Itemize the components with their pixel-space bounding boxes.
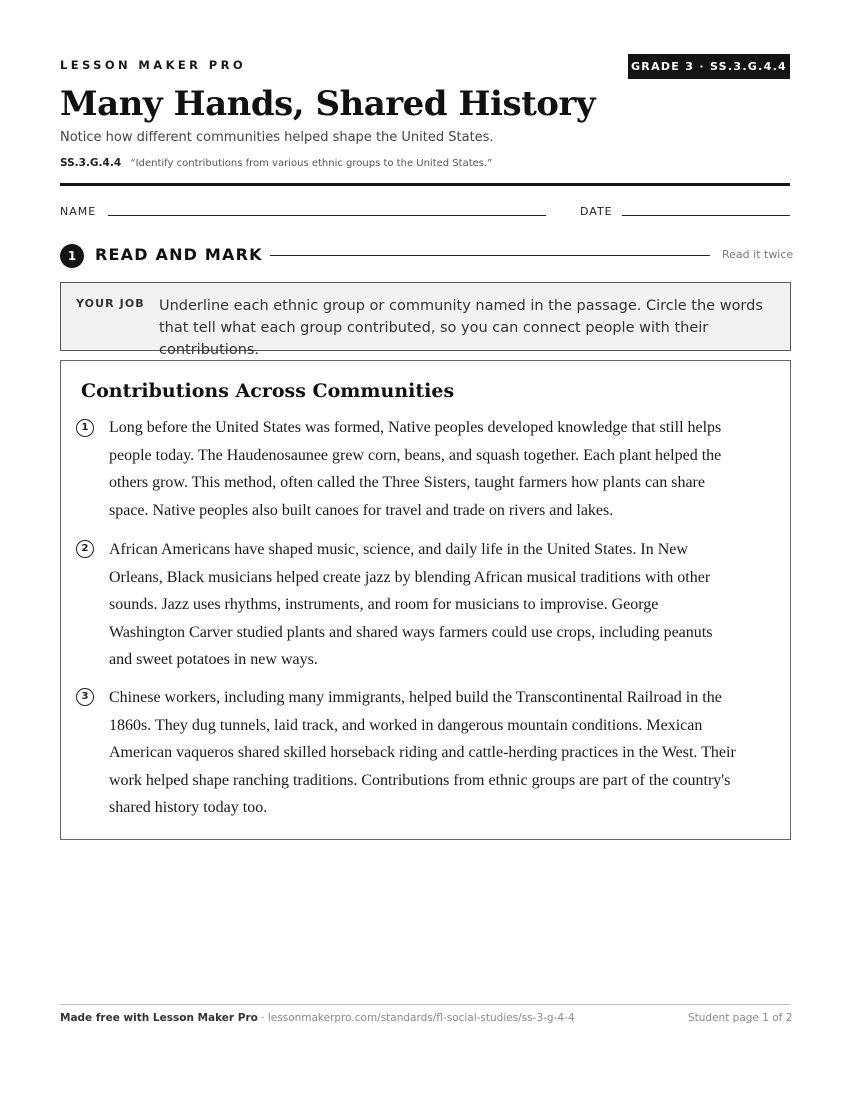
footer-divider: [60, 1004, 790, 1005]
paragraph-line: Orleans, Black musicians helped create jazz by blending African musical traditions with other: [109, 568, 711, 586]
paragraph-line: Washington Carver studied plants and shared ways farmers could use crops, including peanuts: [109, 623, 713, 641]
header-divider: [60, 183, 790, 186]
instructions-text: Underline each ethnic group or community named in the passage. Circle the words that tell what each group contributed, so you can connect people with their contributions.: [159, 298, 763, 358]
paragraph-line: space. Native peoples also built canoes for travel and trade on rivers and lakes.: [109, 501, 614, 519]
date-field-line[interactable]: [622, 215, 790, 216]
standard-text: “Identify contributions from various ethnic groups to the United States.”: [130, 158, 493, 169]
paragraph-number-2: 2: [76, 540, 94, 558]
paragraph-line: Long before the United States was formed, Native peoples developed knowledge that still helps: [109, 419, 722, 436]
footer-credit: [60, 1012, 575, 1024]
grade-badge: GRADE 3 · SS.3.G.4.4: [628, 54, 790, 79]
paragraph-line: shared history today too.: [109, 799, 268, 816]
passage-title: Contributions Across Communities: [81, 380, 455, 402]
footer-made-with: Made free with Lesson Maker Pro: [60, 1012, 258, 1024]
instructions-label: YOUR JOB: [76, 297, 145, 310]
instructions-box: [60, 282, 791, 358]
brand-name: LESSON MAKER PRO: [60, 58, 247, 72]
name-label: NAME: [60, 205, 97, 218]
section-title: READ AND MARK: [95, 245, 263, 264]
section-number-badge: 1: [60, 244, 84, 268]
section-rule: [270, 255, 710, 256]
paragraph-number-1: 1: [76, 419, 94, 437]
passage-box: [60, 360, 791, 840]
paragraph-line: 1860s. They dug tunnels, laid track, and worked in dangerous mountain conditions. Mexican: [109, 716, 703, 734]
section-hint: Read it twice: [722, 248, 794, 261]
paragraph-number-3: 3: [76, 688, 94, 706]
paragraph-3: [109, 684, 775, 822]
paragraph-line: people today. The Haudenosaunee grew corn, beans, and squash together. Each plant helped the: [109, 446, 722, 464]
standard-code: SS.3.G.4.4: [60, 157, 122, 169]
paragraph-line: African Americans have shaped music, science, and daily life in the United States. In New: [109, 541, 688, 558]
footer-page-number: Student page 1 of 2: [688, 1012, 793, 1024]
paragraph-line: Chinese workers, including many immigrants, helped build the Transcontinental Railroad in the: [109, 689, 722, 706]
name-field-line[interactable]: [108, 215, 546, 216]
paragraph-line: work helped shape ranching traditions. Contributions from ethnic groups are part of the country's: [109, 771, 731, 789]
standard-line: [60, 157, 492, 169]
footer-url[interactable]: · lessonmakerpro.com/standards/fl-social-studies/ss-3-g-4-4: [257, 1012, 575, 1024]
paragraph-line: others grow. This method, often called the Three Sisters, taught farmers how plants can share: [109, 474, 705, 491]
paragraph-line: and sweet potatoes in new ways.: [109, 651, 318, 668]
paragraph-1: [109, 414, 775, 524]
paragraph-line: American vaqueros shared skilled horseback riding and cattle-herding practices in the West. Their: [109, 744, 736, 761]
date-label: DATE: [580, 205, 613, 218]
paragraph-line: sounds. Jazz uses rhythms, instruments, and room for musicians to improvise. George: [109, 596, 659, 613]
page-subtitle: Notice how different communities helped shape the United States.: [60, 130, 494, 145]
paragraph-2: [109, 536, 775, 674]
page-title: Many Hands, Shared History: [60, 84, 596, 124]
